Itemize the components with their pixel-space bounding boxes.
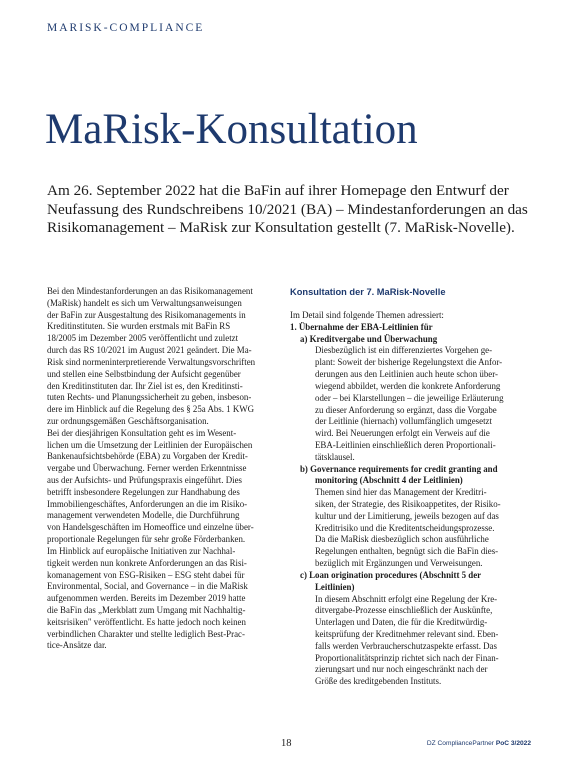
list-text-line: ditvergabe-Prozesse einschließlich der Auskünfte, [315,605,493,616]
list-text-line: wird. Bei Neuerungen erfolgt ein Verweis auf die [315,428,490,439]
body-text-line: von Handelsgeschäften im Homeoffice und einzelne über- [47,522,254,533]
body-text-line: die BaFin das „Merkblatt zum Umgang mit Nachhaltig- [47,604,246,615]
list-text-line: falls werden Verbraucherschutzaspekte erfasst. Das [315,640,497,651]
body-text-line: betrifft insbesondere Regelungen zur Handhabung des [47,486,240,497]
publication-footer [427,740,531,747]
body-text-line: lichen um die Umsetzung der Leitlinien der Europäischen [47,439,253,450]
list-text-line: In diesem Abschnitt erfolgt eine Regelung der Kre- [315,593,498,604]
list-heading-line: c) Loan origination procedures (Abschnitt 5 der [300,569,482,580]
list-text-line: Proportionalitätsprinzip richtet sich nach der Finan- [315,652,499,663]
body-text-line: Immobiliengeschäftes, Anforderungen an die im Risiko- [47,498,248,509]
lead-line: Am 26. September 2022 hat die BaFin auf ihrer Homepage den Entwurf der [47,182,509,199]
list-text-line: zu dieser Anforderung so ergänzt, dass die Vorgabe [315,404,497,415]
list-heading-line: monitoring (Abschnitt 4 der Leitlinien) [315,475,463,486]
body-text-line: vergabe und Überwachung. Ferner werden Erkenntnisse [47,463,247,474]
list-heading-line: a) Kreditvergabe und Überwachung [300,333,438,344]
list-text-line: siken, der Strategie, des Risikoappetites, der Risiko- [315,499,501,509]
body-text-line: Kreditinstituten. Sie wurden erstmals mit BaFin RS [47,321,231,332]
list-text-line: Themen sind hier das Management der Kreditri- [315,487,487,498]
list-text-line: Größe des kreditgebenden Instituts. [315,676,442,687]
list-text-line: Unterlagen und Daten, die für die Kreditwürdig- [315,617,488,628]
list-text-line: tätsklausel. [315,451,355,462]
body-text-line: aus der Aufsichts- und Prüfungspraxis eingeführt. Dies [47,475,242,485]
list-text-line: Da die MaRisk diesbezüglich schon ausführliche [315,534,489,545]
body-text-line: management verwendeten Modelle, die Durchführung [47,510,240,521]
list-text-line: Im Detail sind folgende Themen adressiert: [290,310,444,320]
body-text-line: den Kreditinstituten dar. Ihr Ziel ist es, den Kreditinsti- [47,380,243,391]
right-column-body [290,310,530,688]
article-lead [47,182,547,238]
left-column [47,286,275,652]
body-text-line: und stellen eine Selbstbindung der Aufsicht gegenüber [47,368,241,379]
publication-name: DZ CompliancePartner [426,740,494,747]
publication-issue: PoC 3/2022 [495,740,531,747]
section-label: MARISK-COMPLIANCE [47,22,205,34]
list-text-line: Kreditrisiko und die Kreditentscheidungsprozesse. [315,522,495,533]
body-text-line: durch das RS 10/2021 im August 2021 geändert. Die Ma- [47,345,252,356]
list-text-line: plant: Soweit der bisherige Regelungstext die Anfor- [315,357,503,368]
list-heading-line: Leitlinien) [315,581,355,592]
body-text-line: dere im Hinblick auf die Regelung des § 25a Abs. 1 KWG [47,404,255,415]
list-heading-line: b) Governance requirements for credit granting and [300,463,498,474]
list-text-line: derungen aus den Leitlinien auch heute schon über- [315,369,498,380]
body-text-line: proportionale Regelungen für sehr große Förderbanken. [47,534,246,545]
body-text-line: (MaRisk) handelt es sich um Verwaltungsanweisungen [47,297,242,308]
body-text-line: Bankenaufsichtsbehörde (EBA) zu Vorgaben der Kredit- [47,451,248,462]
list-text-line: EBA-Leitlinien einschließlich deren Proportionali- [315,439,496,450]
list-text-line: Regelungen enthalten, begnügt sich die BaFin dies- [315,546,499,557]
lead-line: Neufassung des Rundschreibens 10/2021 (BA) – Mindestanforderungen an das [47,200,528,218]
body-text-line: Im Hinblick auf europäische Initiativen zur Nachhal- [47,545,236,556]
list-text-line: wiegend abbildet, werden die konkrete Anforderung [315,380,501,391]
list-text-line: bezüglich mit Ergänzungen und Verweisungen. [315,558,483,569]
body-text-line: 18/2005 im Dezember 2005 veröffentlicht und zuletzt [47,333,239,344]
right-column [290,286,530,688]
body-text-line: tigkeit werden nun konkrete Anforderungen an das Risi- [47,557,247,568]
lead-line: Risikomanagement – MaRisk zur Konsultation gestellt (7. MaRisk-Novelle). [47,219,515,236]
body-text-line: keitsrisiken" veröffentlicht. Es hatte jedoch noch keinen [47,616,246,627]
list-text-line: zierungsart und nur noch eingeschränkt nach der [315,664,488,675]
list-text-line: der Leitlinie (hiernach) vollumfänglich umgesetzt [315,416,492,427]
list-text-line: kultur und der Limitierung, jeweils bezogen auf das [315,510,499,521]
body-text-line: Bei den Mindestanforderungen an das Risikomanagement [47,286,253,296]
body-text-line: Risk sind normeninterpretierende Verwaltungsvorschriften [47,356,256,367]
body-text-line: tice-Ansätze dar. [47,640,107,651]
list-text-line: oder – bei Klarstellungen – die jeweilige Erläuterung [315,392,504,403]
list-text-line: keitsprüfung der Kreditnehmer relevant sind. Eben- [315,628,499,639]
body-text-line: verbindlichen Charakter und stellte lediglich Best-Prac- [47,628,245,639]
body-text-line: tuten Rechts- und Planungssicherheit zu geben, insbeson- [47,392,252,403]
body-text-line: Environmental, Social, and Governance – in die MaRisk [47,581,248,592]
body-text-line: Bei der diesjährigen Konsultation geht es im Wesent- [47,427,237,438]
body-text-line: aufgenommen werden. Bereits im Dezember 2019 hatte [47,593,246,604]
body-text-line: zur ordnungsgemäßen Geschäftsorganisation. [47,415,209,426]
section-heading: Konsultation der 7. MaRisk-Novelle [290,287,446,297]
list-heading-line: 1. Übernahme der EBA-Leitlinien für [290,321,433,332]
article-title: MaRisk-Konsultation [45,106,418,153]
list-text-line: Diesbezüglich ist ein differenziertes Vorgehen ge- [315,345,493,356]
page-number: 18 [281,738,292,749]
body-text-line: der BaFin zur Ausgestaltung des Risikomanagements in [47,309,246,320]
body-text-line: komanagement von ESG-Risiken – ESG steht dabei für [47,569,245,580]
